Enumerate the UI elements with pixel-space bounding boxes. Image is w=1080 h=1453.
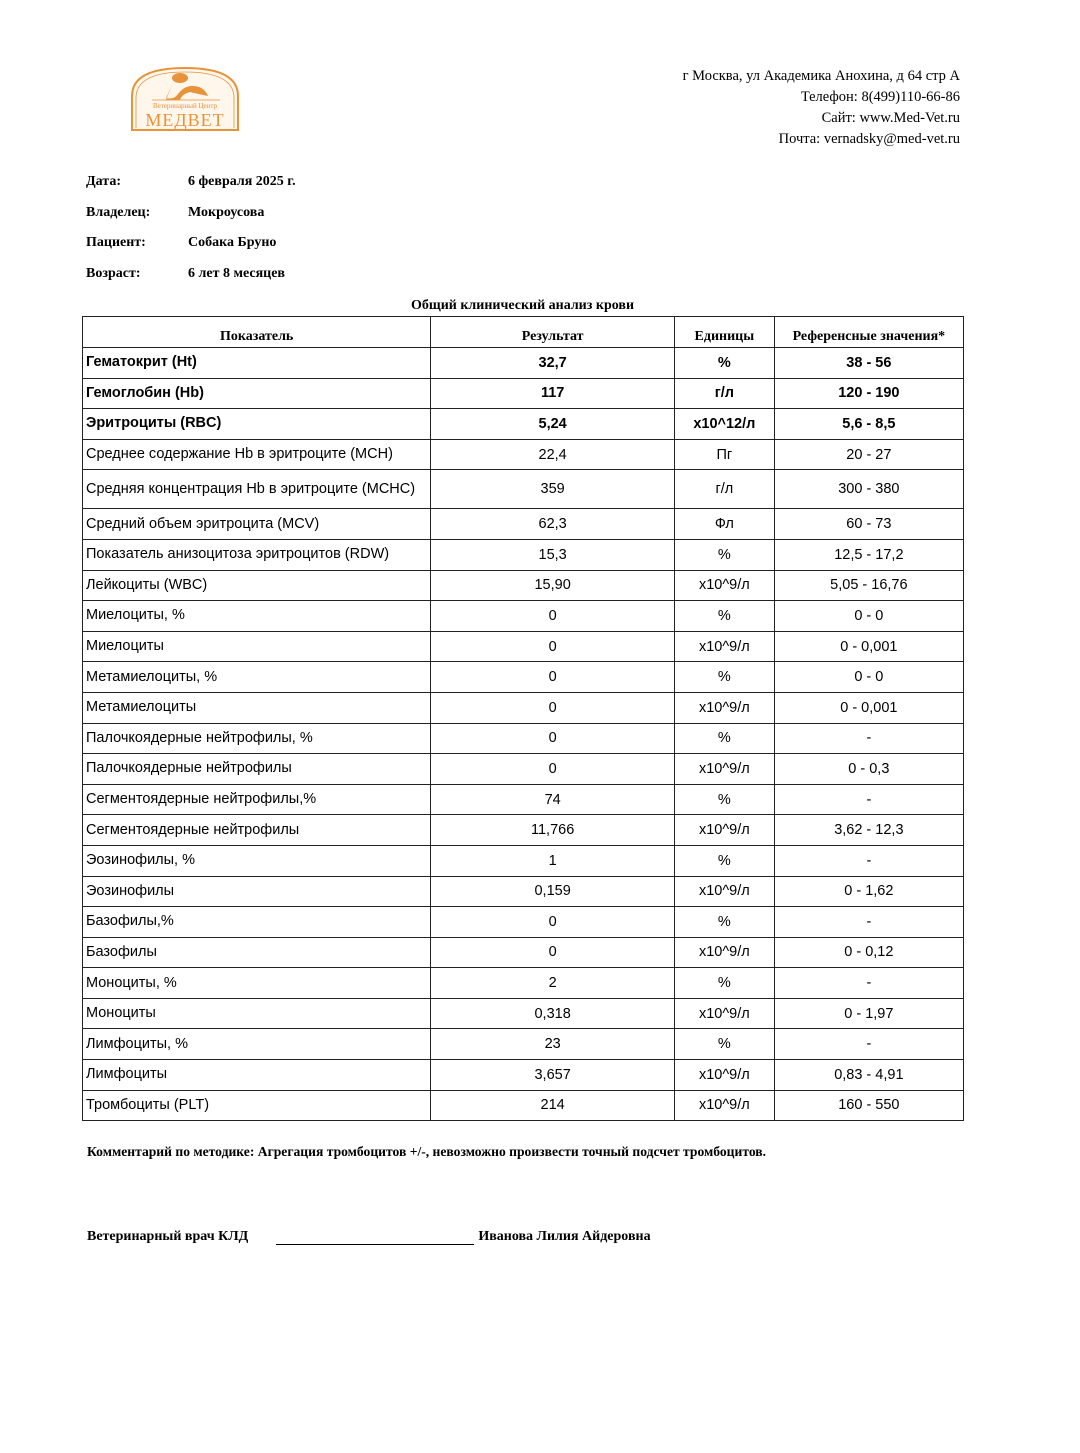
header-units: Единицы [674, 317, 774, 348]
row-result: 0 [431, 723, 675, 754]
row-reference: 0,83 - 4,91 [774, 1060, 963, 1091]
row-parameter: Базофилы,% [83, 907, 431, 938]
age-row [86, 266, 296, 297]
row-unit: % [674, 539, 774, 570]
table-row [83, 570, 964, 601]
row-result: 74 [431, 784, 675, 815]
row-unit: x10^9/л [674, 631, 774, 662]
row-parameter: Лейкоциты (WBC) [83, 570, 431, 601]
row-reference: - [774, 723, 963, 754]
table-row [83, 348, 964, 379]
row-reference: 38 - 56 [774, 348, 963, 379]
row-unit: x10^9/л [674, 1060, 774, 1091]
row-result: 32,7 [431, 348, 675, 379]
row-reference: 3,62 - 12,3 [774, 815, 963, 846]
clinic-site: Сайт: www.Med-Vet.ru [821, 110, 960, 126]
row-result: 0 [431, 907, 675, 938]
table-title: Общий клинический анализ крови [410, 298, 635, 313]
signature-role: Ветеринарный врач КЛД [87, 1229, 249, 1244]
date-value: 6 февраля 2025 г. [188, 174, 296, 189]
row-unit: x10^9/л [674, 815, 774, 846]
owner-label: Владелец: [86, 204, 151, 220]
date-label: Дата: [86, 174, 121, 189]
patient-row [86, 235, 296, 266]
row-result: 117 [431, 378, 675, 409]
row-result: 11,766 [431, 815, 675, 846]
clinic-email: Почта: vernadsky@med-vet.ru [778, 131, 960, 147]
row-parameter: Эритроциты (RBC) [83, 409, 431, 440]
row-unit: x10^9/л [674, 570, 774, 601]
row-result: 15,90 [431, 570, 675, 601]
row-unit: Фл [674, 509, 774, 540]
row-reference: 20 - 27 [774, 439, 963, 470]
row-reference: - [774, 845, 963, 876]
row-unit: x10^9/л [674, 1090, 774, 1121]
row-unit: % [674, 348, 774, 379]
row-unit: Пг [674, 439, 774, 470]
row-parameter: Сегментоядерные нейтрофилы [83, 815, 431, 846]
table-row [83, 601, 964, 632]
row-parameter: Палочкоядерные нейтрофилы [83, 754, 431, 785]
row-reference: 60 - 73 [774, 509, 963, 540]
table-row [83, 509, 964, 540]
row-unit: % [674, 662, 774, 693]
row-unit: % [674, 723, 774, 754]
table-row [83, 784, 964, 815]
medvet-logo-icon [128, 64, 242, 132]
patient-label: Пациент: [86, 235, 146, 251]
row-result: 214 [431, 1090, 675, 1121]
row-unit: % [674, 968, 774, 999]
table-row [83, 754, 964, 785]
row-parameter: Лимфоциты [83, 1060, 431, 1091]
row-unit: x10^9/л [674, 876, 774, 907]
row-reference: 0 - 0,3 [774, 754, 963, 785]
row-result: 0,318 [431, 998, 675, 1029]
row-parameter: Базофилы [83, 937, 431, 968]
row-result: 0 [431, 631, 675, 662]
svg-text:Ветеринарный Центр: Ветеринарный Центр [152, 102, 218, 110]
row-result: 359 [431, 470, 675, 509]
table-row [83, 631, 964, 662]
row-result: 2 [431, 968, 675, 999]
clinic-contacts [683, 66, 960, 150]
table-row [83, 876, 964, 907]
table-row [83, 1060, 964, 1091]
row-unit: x10^9/л [674, 692, 774, 723]
table-row [83, 470, 964, 509]
signature-block [87, 1226, 651, 1245]
table-row [83, 723, 964, 754]
row-parameter: Миелоциты, % [83, 601, 431, 632]
row-reference: - [774, 968, 963, 999]
row-reference: 0 - 0 [774, 601, 963, 632]
row-parameter: Показатель анизоцитоза эритроцитов (RDW) [83, 539, 431, 570]
row-result: 23 [431, 1029, 675, 1060]
row-unit: x10^9/л [674, 754, 774, 785]
patient-value: Собака Бруно [188, 235, 277, 251]
row-unit: x10^9/л [674, 937, 774, 968]
clinic-phone: Телефон: 8(499)110-66-86 [800, 89, 960, 105]
row-parameter: Лимфоциты, % [83, 1029, 431, 1060]
row-result: 15,3 [431, 539, 675, 570]
row-reference: - [774, 784, 963, 815]
table-row [83, 439, 964, 470]
row-result: 0 [431, 754, 675, 785]
row-parameter: Средний объем эритроцита (MCV) [83, 509, 431, 540]
table-row [83, 998, 964, 1029]
row-result: 0 [431, 937, 675, 968]
row-result: 1 [431, 845, 675, 876]
clinic-address: г Москва, ул Академика Анохина, д 64 стр А [682, 68, 960, 84]
row-parameter: Эозинофилы, % [83, 845, 431, 876]
row-parameter: Гемоглобин (Hb) [83, 378, 431, 409]
table-row [83, 378, 964, 409]
row-parameter: Моноциты [83, 998, 431, 1029]
row-result: 0 [431, 601, 675, 632]
table-row [83, 845, 964, 876]
signature-name: Иванова Лилия Айдеровна [478, 1229, 651, 1244]
row-unit: % [674, 907, 774, 938]
table-row [83, 409, 964, 440]
row-reference: 5,6 - 8,5 [774, 409, 963, 440]
row-reference: - [774, 1029, 963, 1060]
header-result: Результат [431, 317, 675, 348]
row-reference: 300 - 380 [774, 470, 963, 509]
row-parameter: Метамиелоциты, % [83, 662, 431, 693]
owner-value: Мокроусова [188, 204, 265, 220]
table-row [83, 907, 964, 938]
table-row [83, 662, 964, 693]
header-reference: Референсные значения* [774, 317, 963, 348]
row-unit: % [674, 784, 774, 815]
row-reference: 0 - 1,62 [774, 876, 963, 907]
row-unit: % [674, 1029, 774, 1060]
table-row [83, 692, 964, 723]
row-result: 3,657 [431, 1060, 675, 1091]
table-row [83, 1090, 964, 1121]
table-row [83, 539, 964, 570]
row-parameter: Средняя концентрация Hb в эритроците (MCHC) [83, 470, 431, 509]
signature-line [276, 1226, 474, 1245]
age-label: Возраст: [86, 265, 141, 281]
row-result: 0 [431, 692, 675, 723]
row-unit: г/л [674, 378, 774, 409]
table-row [83, 968, 964, 999]
row-result: 22,4 [431, 439, 675, 470]
row-parameter: Тромбоциты (PLT) [83, 1090, 431, 1121]
row-parameter: Сегментоядерные нейтрофилы,% [83, 784, 431, 815]
row-parameter: Гематокрит (Ht) [83, 348, 431, 379]
row-parameter: Палочкоядерные нейтрофилы, % [83, 723, 431, 754]
row-parameter: Метамиелоциты [83, 692, 431, 723]
blood-test-table [82, 316, 964, 1121]
patient-info [86, 174, 296, 296]
row-parameter: Миелоциты [83, 631, 431, 662]
row-reference: 5,05 - 16,76 [774, 570, 963, 601]
row-result: 5,24 [431, 409, 675, 440]
table-row [83, 1029, 964, 1060]
method-comment: Комментарий по методике: Агрегация тромбоцитов +/-, невозможно произвести точный подсчет тромбоцитов. [87, 1144, 767, 1159]
table-row [83, 815, 964, 846]
owner-row [86, 205, 296, 236]
row-reference: 12,5 - 17,2 [774, 539, 963, 570]
row-reference: 0 - 1,97 [774, 998, 963, 1029]
row-reference: 160 - 550 [774, 1090, 963, 1121]
row-unit: % [674, 601, 774, 632]
row-result: 0,159 [431, 876, 675, 907]
row-unit: x10^9/л [674, 998, 774, 1029]
header-parameter: Показатель [83, 317, 431, 348]
row-reference: 0 - 0,001 [774, 631, 963, 662]
row-reference: - [774, 907, 963, 938]
row-unit: x10^12/л [674, 409, 774, 440]
row-parameter: Моноциты, % [83, 968, 431, 999]
date-row [86, 174, 296, 205]
row-parameter: Среднее содержание Hb в эритроците (MCH) [83, 439, 431, 470]
row-result: 0 [431, 662, 675, 693]
age-value: 6 лет 8 месяцев [188, 265, 285, 281]
row-unit: % [674, 845, 774, 876]
row-reference: 0 - 0,001 [774, 692, 963, 723]
table-row [83, 937, 964, 968]
svg-text:МЕДВЕТ: МЕДВЕТ [145, 110, 225, 130]
row-reference: 0 - 0,12 [774, 937, 963, 968]
clinic-logo [128, 64, 242, 132]
row-unit: г/л [674, 470, 774, 509]
table-header-row [83, 317, 964, 348]
row-reference: 120 - 190 [774, 378, 963, 409]
row-result: 62,3 [431, 509, 675, 540]
row-parameter: Эозинофилы [83, 876, 431, 907]
row-reference: 0 - 0 [774, 662, 963, 693]
